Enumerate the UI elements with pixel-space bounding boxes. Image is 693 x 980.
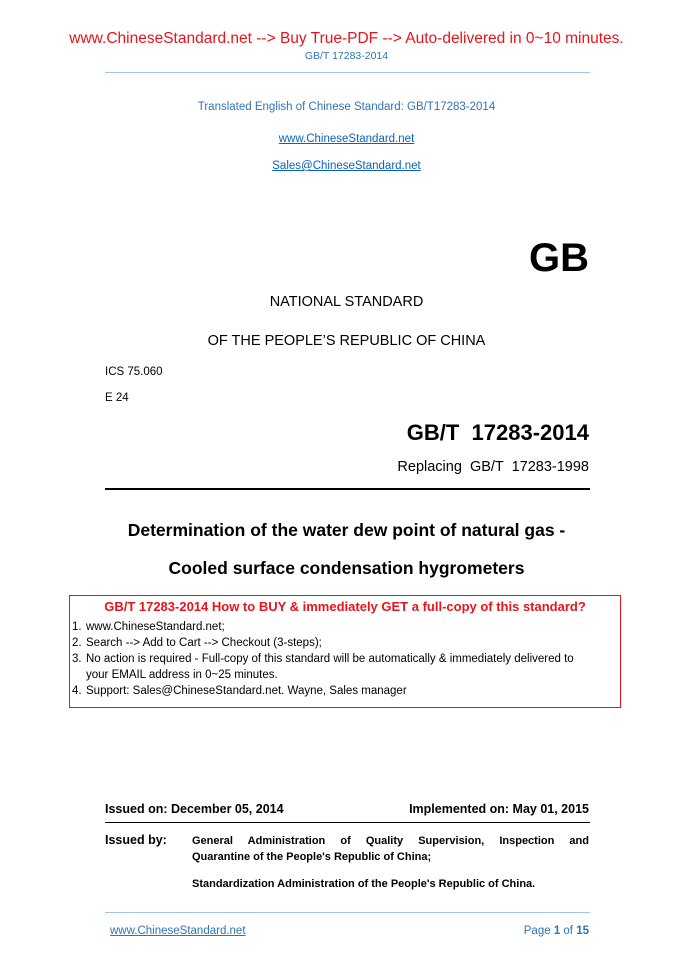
purchase-steps: [72, 619, 574, 699]
website-link[interactable]: www.ChineseStandard.net: [278, 133, 415, 145]
translation-line: Translated English of Chinese Standard: GB/T17283-2014: [197, 101, 496, 113]
purchase-step: 1. www.ChineseStandard.net;: [72, 621, 225, 633]
issued-date: Issued on: December 05, 2014: [105, 802, 284, 816]
purchase-step-continuation: your EMAIL address in 0~25 minutes.: [86, 669, 278, 681]
standard-number: GB/T 17283-2014: [406, 420, 589, 445]
email-link[interactable]: Sales@ChineseStandard.net: [272, 160, 421, 172]
website-link-wrapper: [0, 129, 693, 147]
step-text: Support: Sales@ChineseStandard.net. Wayne, Sales manager: [86, 685, 407, 697]
title-divider: [105, 488, 590, 490]
footer-website-link[interactable]: www.ChineseStandard.net: [110, 925, 246, 937]
issued-by-label: Issued by:: [105, 833, 167, 847]
replacing-note: Replacing GB/T 17283-1998: [397, 459, 589, 475]
classification-code: E 24: [105, 392, 129, 404]
purchase-step: 2. Search --> Add to Cart --> Checkout (3-steps);: [72, 637, 322, 649]
dates-divider: [105, 822, 590, 823]
gb-mark: GB: [529, 236, 589, 280]
document-title-line1: Determination of the water dew point of natural gas -: [127, 520, 566, 540]
page-number: Page 1 of 15: [523, 925, 589, 937]
header-divider: [105, 72, 590, 73]
purchase-step: 3. No action is required - Full-copy of this standard will be automatically & immediately delivered to: [72, 653, 574, 665]
purchase-step: 4. Support: Sales@ChineseStandard.net. Wayne, Sales manager: [72, 685, 407, 697]
step-text: Search --> Add to Cart --> Checkout (3-steps);: [86, 637, 322, 649]
purchase-heading: GB/T 17283-2014 How to BUY & immediately GET a full-copy of this standard?: [104, 599, 586, 614]
ics-code: ICS 75.060: [105, 366, 163, 378]
footer-divider: [105, 912, 590, 913]
document-title-line2: Cooled surface condensation hygrometers: [168, 558, 525, 578]
step-text: No action is required - Full-copy of this standard will be automatically & immediately delivered to: [86, 653, 574, 665]
current-page: 1: [553, 925, 561, 937]
issuer-line1: General Administration of Quality Supervision, Inspection and: [192, 835, 589, 847]
issuer-line2: Quarantine of the People's Republic of China;: [192, 851, 432, 863]
prc-heading: OF THE PEOPLE’S REPUBLIC OF CHINA: [207, 333, 486, 349]
step-text[interactable]: www.ChineseStandard.net;: [86, 621, 225, 633]
header-standard-code: GB/T 17283-2014: [304, 50, 389, 62]
email-link-wrapper: [0, 156, 693, 174]
issuer-line3: Standardization Administration of the People's Republic of China.: [192, 878, 536, 890]
national-standard-heading: NATIONAL STANDARD: [269, 294, 424, 310]
total-pages: 15: [576, 925, 589, 937]
purchase-info-box: [69, 595, 621, 708]
promo-banner[interactable]: www.ChineseStandard.net --> Buy True-PDF --> Auto-delivered in 0~10 minutes.: [69, 30, 624, 47]
implemented-date: Implemented on: May 01, 2015: [409, 802, 589, 816]
